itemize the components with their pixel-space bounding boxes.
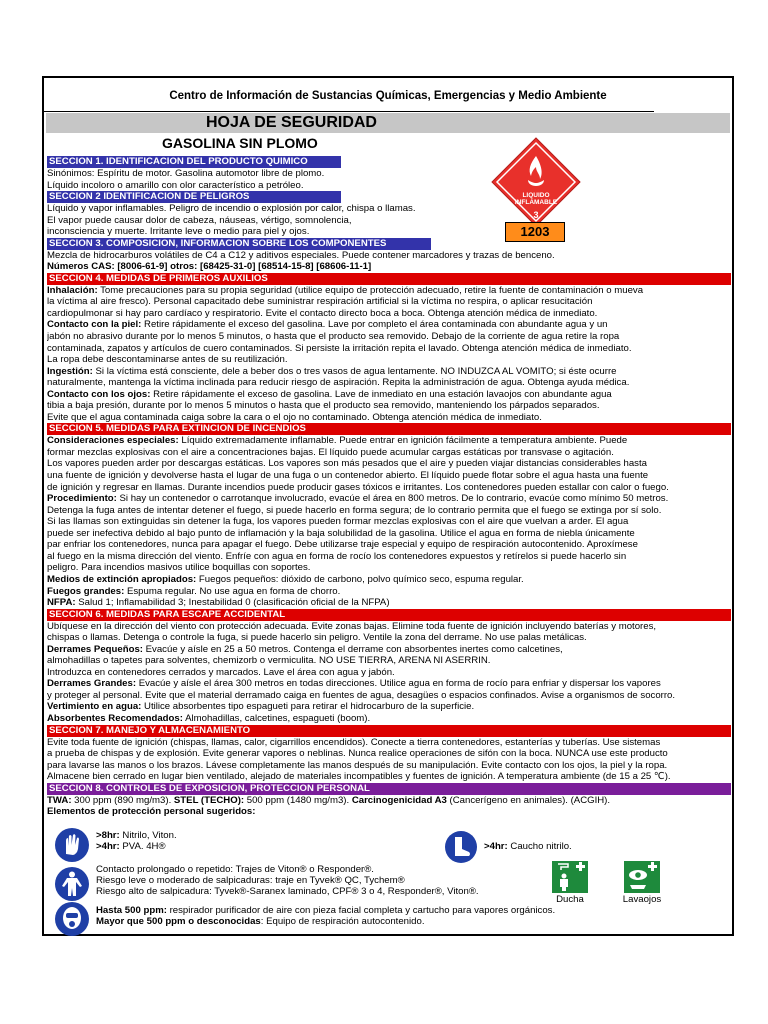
- gloves-icon: [54, 827, 90, 868]
- section-text-line: Números CAS: [8006-61-9] otros: [68425-31-0] [68514-15-8] [68606-11-1]: [47, 261, 372, 273]
- respirator-icon: [54, 901, 90, 942]
- section-text-line: Si las llamas son extinguidas sin detener la fuga, los vapores pueden formar mezclas explosivas con el aire que vuelvan a arder. El agua: [47, 516, 629, 528]
- section-text-line: Mezcla de hidrocarburos volátiles de C4 a C12 y aditivos especiales. Puede contener marcadores y trazas de benceno.: [47, 249, 555, 261]
- section-text-line: formar mezclas explosivas con el aire a concentraciones bajas. El líquido puede acumular cargas estáticas por transvase o agitación.: [47, 446, 614, 458]
- section-text-line: naturalmente, mantenga la víctima inclinada para reducir riesgo de aspiración. Repita la administración de agua. Obtenga ayuda médica.: [47, 377, 630, 389]
- section-text-line: Derrames Grandes: Evacúe y aísle el área 300 metros en todas direcciones. Utilice agua en forma de rocío para enfriar y dispersar los vapores: [47, 678, 661, 690]
- safety-sheet: [42, 76, 734, 936]
- section-text-line: Contacto con la piel: Retire rápidamente el exceso del gasolina. Lave por completo el área contaminada con abundante agua y un: [47, 319, 608, 331]
- boots-icon: [444, 830, 478, 869]
- section-text-line: Líquido incoloro o amarillo con olor característico a petróleo.: [47, 179, 304, 191]
- section-text-line: una fuente de ignición y devolverse hasta el lugar de una fuga o un contenedor abierto. El líquido puede flotar sobre el agua hasta una fuente: [47, 470, 649, 482]
- section-text-line: cardiopulmonar si hay paro cardíaco y respiratorio. Evite el contacto directo boca a boca. Obtenga atención médica de inmediato.: [47, 307, 598, 319]
- suit-line-2: Riesgo leve o moderado de salpicaduras: traje en Tyvek® QC, Tychem®: [96, 875, 405, 886]
- section-text-line: al fuego en la misma dirección del viento. Enfríe con agua en forma de rocío los contenedores expuestos y retírelos si puede hacerlo sin: [47, 550, 627, 562]
- section-text-line: chispas o llamas. Detenga o controle la fuga, si puede hacerlo sin peligro. Ventile la zona del derrame. No use palas metálicas.: [47, 632, 587, 644]
- section-text-line: puede ser inefectiva debido al bajo punto de inflamación y la baja solubilidad de la gasolina. Utilice el agua en forma de niebla únicamente: [47, 527, 635, 539]
- sections-body: [47, 156, 733, 818]
- eyewash-label: Lavaojos: [622, 894, 662, 905]
- section-text-line: de ignición y regresar en llamas. Durante incendios puede producir gases tóxicos e irritantes. Los contenedores pueden estallar con calor o fuego.: [47, 481, 669, 493]
- section-text-line: Evite que el agua contaminada caiga sobre la cara o el ojo no contaminado. Obtenga atención médica de inmediato.: [47, 411, 542, 423]
- section-header-s3: SECCION 3. COMPOSICION, INFORMACION SOBRE LOS COMPONENTES: [47, 238, 431, 250]
- section-text-line: jabón no abrasivo durante por lo menos 5 minutos, o hasta que el producto sea removido. Debajo de la corriente de agua retire la ropa: [47, 331, 620, 343]
- section-text-line: Vertimiento en agua: Utilice absorbentes tipo espagueti para retirar el hidrocarburo de la superficie.: [47, 701, 475, 713]
- section-text-line: y proteger al personal. Evite que el material derramado caiga en fuentes de agua, desagües o espacios confinados. Avise a organismos de socorro.: [47, 689, 676, 701]
- section-text-line: Evite toda fuente de ignición (chispas, llamas, calor, cigarrillos encendidos). Conecte a tierra contenedores, estanterías y tuberías. Use sistemas: [47, 736, 661, 748]
- respirator-line-1: Hasta 500 ppm: respirador purificador de aire con pieza facial completa y cartucho para vapores orgánicos.: [96, 905, 556, 916]
- section-text-line: Fuegos grandes: Espuma regular. No use agua en forma de chorro.: [47, 585, 341, 597]
- section-text-line: La ropa debe descontaminarse antes de su reutilización.: [47, 354, 288, 366]
- section-text-line: Detenga la fuga antes de intentar detener el fuego, si puede hacerlo en forma segura; de lo contrario permita que el fuego se extinga por sí solo.: [47, 504, 662, 516]
- section-text-line: Sinónimos: Espíritu de motor. Gasolina automotor libre de plomo.: [47, 168, 325, 179]
- gloves-line-1: >8hr: Nitrilo, Viton.: [96, 830, 177, 841]
- section-text-line: tibia a baja presión, durante por lo menos 5 minutos o hasta que el producto sea removido, manteniendo los párpados separados.: [47, 400, 600, 412]
- section-text-line: inconsciencia y muerte. Irritante leve o medio para piel y ojos.: [47, 226, 310, 238]
- section-text-line: Consideraciones especiales: Líquido extremadamente inflamable. Puede entrar en ignición fácilmente a temperatura ambiente. Puede: [47, 435, 628, 447]
- section-text-line: contaminada, zapatos y artículos de cuero contaminados. Si persiste la irritación repita el lavado. Obtenga atención médica de inmediato.: [47, 342, 632, 354]
- section-header-s4: SECCION 4. MEDIDAS DE PRIMEROS AUXILIOS: [47, 273, 731, 285]
- boots-line: >4hr: Caucho nitrilo.: [484, 841, 572, 852]
- section-text-line: TWA: 300 ppm (890 mg/m3). STEL (TECHO): 500 ppm (1480 mg/m3). Carcinogenicidad A3 (Cancerígeno en animales). (ACGIH).: [47, 794, 611, 806]
- section-text-line: Almacene bien cerrado en lugar bien ventilado, alejado de materiales incompatibles y fuentes de ignición. A temperatura ambiente (de 15 a 25 ℃).: [47, 771, 671, 783]
- product-name: GASOLINA SIN PLOMO: [162, 135, 318, 151]
- section-text-line: Líquido y vapor inflamables. Peligro de incendio o explosión por calor, chispa o llamas.: [47, 203, 416, 215]
- section-text-line: Medios de extinción apropiados: Fuegos pequeños: dióxido de carbono, polvo químico seco, espuma regular.: [47, 573, 524, 585]
- section-text-line: Inhalación: Tome precauciones para su propia seguridad (utilice equipo de protección adecuado, retire la fuente de contaminación o mueva: [47, 284, 644, 296]
- section-header-s8: SECCION 8. CONTROLES DE EXPOSICION, PROTECCION PERSONAL: [47, 783, 731, 795]
- section-text-line: Ubíquese en la dirección del viento con protección adecuada. Evite zonas bajas. Elimine toda fuente de ignición incluyendo baterías y motores,: [47, 620, 657, 632]
- svg-text:INFLAMABLE: INFLAMABLE: [514, 199, 558, 206]
- section-text-line: la víctima al aire fresco). Personal capacitado debe suministrar respiración artificial si la víctima no respira, o aplicar resucitación: [47, 296, 593, 308]
- section-text-line: Ingestión: Si la víctima está consciente, dele a beber dos o tres vasos de agua lentamente. NO INDUZCA AL VOMITO; si éste ocurre: [47, 365, 617, 377]
- section-text-line: Derrames Pequeños: Evacúe y aísle en 25 a 50 metros. Contenga el derrame con absorbentes inertes como calcetines,: [47, 643, 563, 655]
- section-text-line: almohadillas o tapetes para solventes, chemizorb o vermiculita. NO USE TIERRA, ARENA NI ASERRIN.: [47, 655, 491, 667]
- shower-label: Ducha: [556, 894, 584, 905]
- document-title: HOJA DE SEGURIDAD: [46, 113, 730, 133]
- section-text-line: El vapor puede causar dolor de cabeza, náuseas, vértigo, somnolencia,: [47, 214, 352, 226]
- section-text-line: Los vapores pueden arder por descargas estáticas. Los vapores son más pesados que el aire y pueden viajar distancias considerables hasta: [47, 458, 647, 470]
- section-text-line: para lavarse las manos o los brazos. Lávese completamente las manos después de su manipulación. Evite contacto con los ojos, la piel y la ropa.: [47, 759, 668, 771]
- suit-line-1: Contacto prolongado o repetido: Trajes de Viton® o Responder®.: [96, 864, 374, 875]
- un-number: 1203: [505, 222, 565, 242]
- section-text-line: par enfriar los contenedores, nunca para apagar el fuego. Debe utilizarse traje especial y equipo de respiración autocontenido. Aproxímese: [47, 539, 638, 551]
- section-text-line: Procedimiento: Si hay un contenedor o carrotanque involucrado, evacúe el área en 800 metros. De lo contrario, evacúe como mínimo 50 metros.: [47, 493, 669, 505]
- placard-class: 3: [533, 210, 539, 220]
- gloves-line-2: >4hr: PVA. 4H®: [96, 841, 166, 852]
- section-header-s7: SECCION 7. MANEJO Y ALMACENAMIENTO: [47, 725, 731, 737]
- section-text-line: a prueba de chispas y de explosión. Evite generar vapores o neblinas. Nunca realice operaciones de sifón con la boca. NUNCA use este producto: [47, 748, 668, 760]
- section-text-line: NFPA: Salud 1; Inflamabilidad 3; Inestabilidad 0 (clasificación oficial de la NFPA): [47, 597, 390, 609]
- header-divider: [44, 111, 654, 112]
- placard-label: LIQUIDO: [522, 192, 550, 199]
- section-header-s1: SECCION 1. IDENTIFICACION DEL PRODUCTO QUIMICO: [47, 156, 341, 168]
- section-text-line: Introduzca en contenedores cerrados y marcados. Lave el área con agua y jabón.: [47, 666, 395, 678]
- section-header-s6: SECCION 6. MEDIDAS PARA ESCAPE ACCIDENTAL: [47, 609, 731, 621]
- safety-shower-icon: [552, 861, 588, 898]
- section-text-line: Contacto con los ojos: Retire rápidamente el exceso de gasolina. Lave de inmediato en una estación lavaojos con abundante agua: [47, 388, 612, 400]
- section-text-line: Absorbentes Recomendados: Almohadillas, calcetines, espagueti (boom).: [47, 712, 371, 724]
- section-header-s2: SECCION 2 IDENTIFICACION DE PELIGROS: [47, 191, 341, 203]
- respirator-line-2: Mayor que 500 ppm o desconocidas: Equipo de respiración autocontenido.: [96, 916, 425, 927]
- section-text-line: Elementos de protección personal sugeridos:: [47, 806, 256, 818]
- suit-line-3: Riesgo alto de salpicadura: Tyvek®-Saranex laminado, CPF® 3 o 4, Responder®, Viton®.: [96, 886, 479, 897]
- section-text-line: peligro. Para incendios masivos utilice boquillas con soportes.: [47, 562, 311, 574]
- eyewash-icon: [624, 861, 660, 898]
- organization-name: Centro de Información de Sustancias Químicas, Emergencias y Medio Ambiente: [169, 90, 607, 102]
- section-header-s5: SECCION 5. MEDIDAS PARA EXTINCION DE INCENDIOS: [47, 423, 731, 435]
